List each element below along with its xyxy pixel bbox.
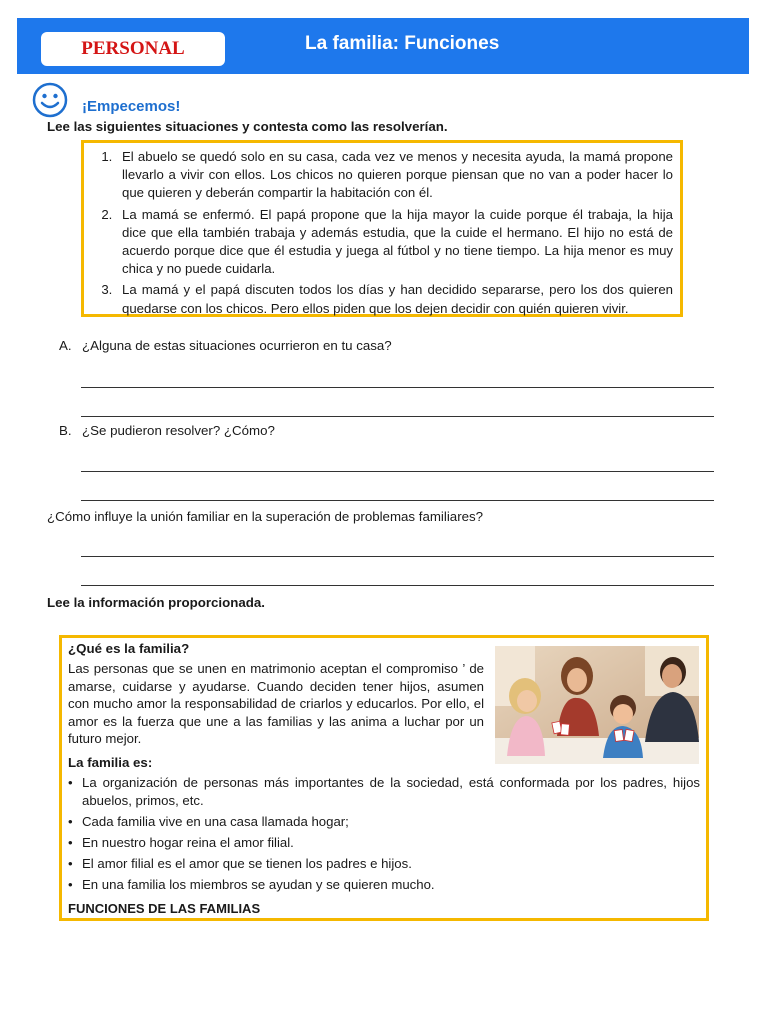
- answer-line[interactable]: [81, 556, 714, 557]
- question-letter: A.: [59, 338, 72, 353]
- page-title: La familia: Funciones: [305, 33, 500, 54]
- question-a: [59, 338, 392, 353]
- instruction-text: Lee las siguientes situaciones y contesta como las resolverían.: [47, 119, 448, 134]
- question-text: ¿Se pudieron resolver? ¿Cómo?: [82, 423, 275, 438]
- list-item: • En nuestro hogar reina el amor filial.: [68, 834, 700, 852]
- question-c: ¿Cómo influye la unión familiar en la superación de problemas familiares?: [47, 509, 484, 524]
- situation-item: 1. El abuelo se quedó solo en su casa, cada vez ve menos y necesita ayuda, la mamá propone llevarlo a vivir con ellos. Los chicos no quieren porque piensan que no van a poder hacer lo que quieren y deberán compartir la habitación con él.: [116, 148, 673, 203]
- personal-badge: PERSONAL: [41, 32, 225, 66]
- empecemos-heading: ¡Empecemos!: [82, 98, 181, 115]
- header-banner: [17, 18, 749, 74]
- answer-line[interactable]: [81, 387, 714, 388]
- answer-line[interactable]: [81, 471, 714, 472]
- info-box: [59, 635, 709, 921]
- answer-line[interactable]: [81, 416, 714, 417]
- info-paragraph: Las personas que se unen en matrimonio aceptan el compromiso ’ de amarse, cuidarse y ayudarse. Cuando deciden tener hijos, asumen con mucho amor la responsabilidad de criarlos y educarlos. Por ello, el amor es la fuerza que une a las familias y las anima a luchar por un futuro mejor.: [68, 661, 484, 747]
- question-text: ¿Alguna de estas situaciones ocurrieron en tu casa?: [82, 338, 392, 353]
- family-photo: [495, 646, 699, 764]
- info-heading: ¿Qué es la familia?: [68, 641, 190, 656]
- list-item: • Cada familia vive en una casa llamada hogar;: [68, 813, 700, 831]
- situations-list: [84, 143, 680, 318]
- question-letter: B.: [59, 423, 72, 438]
- answer-line[interactable]: [81, 500, 714, 501]
- situation-item: 2. La mamá se enfermó. El papá propone que la hija mayor la cuide porque él trabaja, la hija dice que ella también trabaja y además estudia, que la cuide el hermano. El hijo no está de acuerdo porque dice que él estudia y juega al fútbol y no tiene tiempo. La hija menor es muy chica y no puede cuidarla.: [116, 206, 673, 279]
- situation-item: 3. La mamá y el papá discuten todos los días y han decidido separarse, pero los dos quieren quedarse con los chicos. Pero ellos piden que los dejen decidir con quién quieren vivir.: [116, 281, 673, 317]
- list-item: • La organización de personas más importantes de la sociedad, está conformada por los padres, hijos abuelos, primos, etc.: [68, 774, 700, 809]
- familia-bullets: [68, 774, 700, 897]
- situations-box: [81, 140, 683, 317]
- funciones-heading: FUNCIONES DE LAS FAMILIAS: [68, 901, 261, 916]
- read-info-text: Lee la información proporcionada.: [47, 595, 265, 610]
- question-b: [59, 423, 275, 438]
- list-item: • El amor filial es el amor que se tienen los padres e hijos.: [68, 855, 700, 873]
- list-item: • En una familia los miembros se ayudan y se quieren mucho.: [68, 876, 700, 894]
- familia-es-heading: La familia es:: [68, 755, 153, 770]
- smiley-icon: [32, 82, 68, 118]
- answer-line[interactable]: [81, 585, 714, 586]
